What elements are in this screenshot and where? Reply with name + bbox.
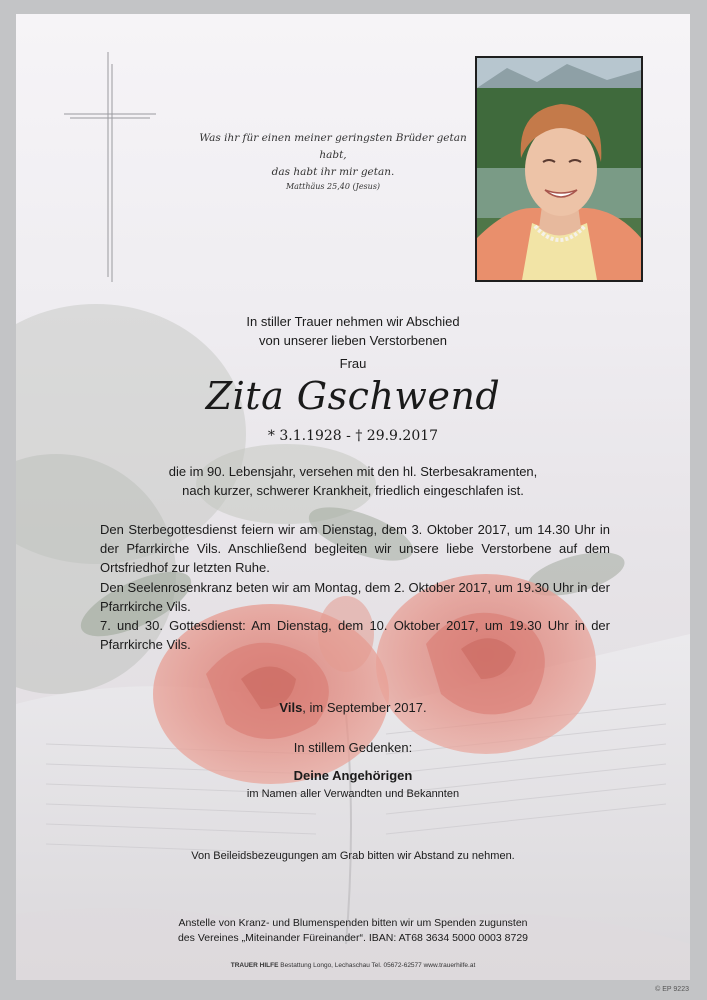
quote-line-1: Was ihr für einen meiner geringsten Brüder getan habt, — [199, 132, 467, 161]
quote-reference: Matthäus 25,40 (Jesus) — [285, 182, 381, 191]
cross-icon — [64, 52, 156, 282]
portrait-photo — [475, 56, 643, 282]
portrait-image — [477, 58, 641, 280]
intro-block — [16, 312, 690, 373]
passing-text — [16, 462, 690, 500]
place: Vils — [279, 700, 303, 715]
deceased-name: Zita Gschwend — [205, 374, 501, 418]
place-date — [16, 698, 690, 717]
passing-line-2: nach kurzer, schwerer Krankheit, friedlich eingeschlafen ist. — [182, 483, 524, 498]
salutation: Frau — [339, 356, 367, 371]
quote-line-2: das habt ihr mir getan. — [271, 166, 395, 178]
donation-line-2: des Vereines „Miteinander Füreinander“. IBAN: AT68 3634 5000 0003 8729 — [177, 932, 529, 944]
condolences-note: Von Beileidsbezeugungen am Grab bitten wir Abstand zu nehmen. — [191, 850, 515, 862]
donation-line-1: Anstelle von Kranz- und Blumenspenden bitten wir um Spenden zugunsten — [178, 917, 528, 929]
obituary-card — [16, 14, 690, 980]
footer-text: Bestattung Longo, Lechaschau Tel. 05672-62577 www.trauerhilfe.at — [278, 962, 476, 969]
donation-note — [16, 916, 690, 946]
bible-quote — [188, 130, 478, 191]
intro-line-1: In stiller Trauer nehmen wir Abschied — [246, 314, 460, 329]
intro-line-2: von unserer lieben Verstorbenen — [259, 333, 447, 348]
service-funeral: Den Sterbegottesdienst feiern wir am Dienstag, dem 3. Oktober 2017, um 14.30 Uhr in der Pfarrkirche Vils. Anschließend begleiten wir unsere liebe Verstorbene auf dem Ortsfriedhof zur letzten Ruhe. — [100, 522, 610, 575]
date: , im September 2017. — [302, 700, 427, 715]
life-dates: * 3.1.1928 - † 29.9.2017 — [267, 428, 439, 444]
footer-imprint — [16, 962, 690, 969]
document-code: © EP 9223 — [655, 986, 689, 993]
family-line: Deine Angehörigen — [293, 768, 413, 783]
relatives-line: im Namen aller Verwandten und Bekannten — [246, 788, 460, 800]
service-rosary: Den Seelenrosenkranz beten wir am Montag, dem 2. Oktober 2017, um 19.30 Uhr in der Pfarrkirche Vils. — [100, 580, 610, 614]
service-masses: 7. und 30. Gottesdienst: Am Dienstag, dem 10. Oktober 2017, um 19.30 Uhr in der Pfarrkirche Vils. — [100, 618, 610, 652]
memory-line: In stillem Gedenken: — [293, 740, 413, 755]
footer-brand: TRAUER HILFE — [230, 962, 279, 969]
passing-line-1: die im 90. Lebensjahr, versehen mit den hl. Sterbesakramenten, — [168, 464, 538, 479]
